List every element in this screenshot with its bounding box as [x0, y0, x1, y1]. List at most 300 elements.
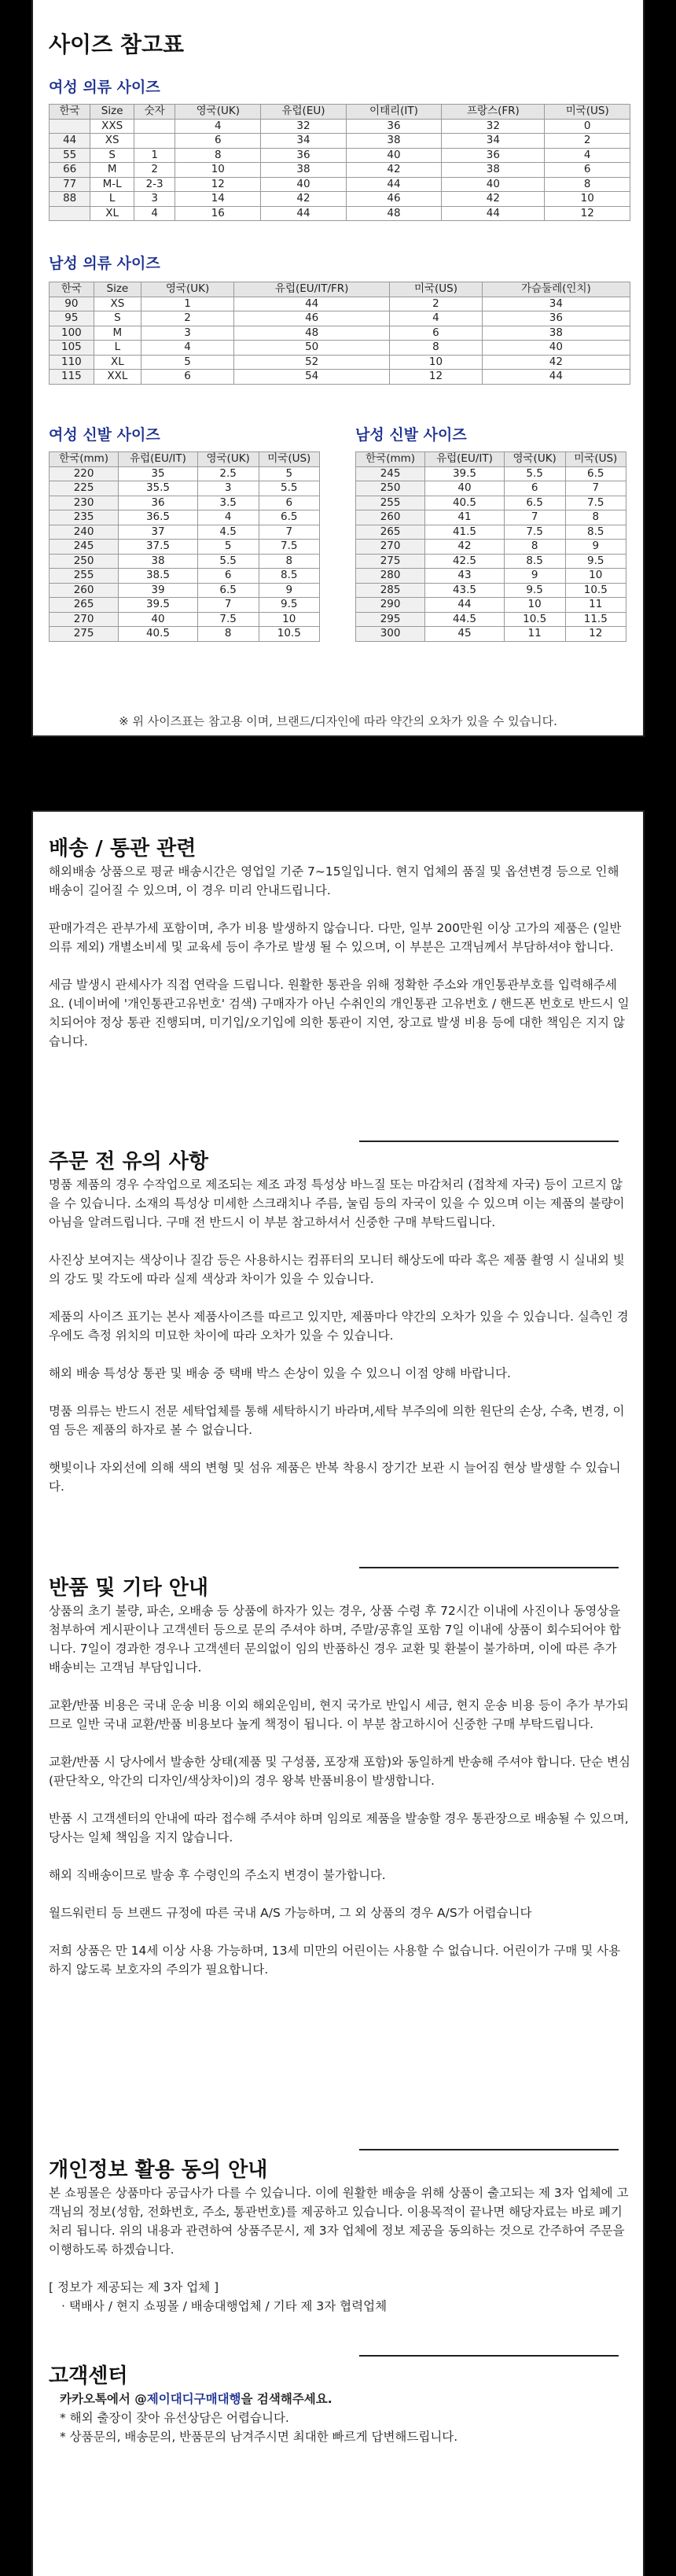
table-cell: XS [90, 134, 134, 149]
table-header-cell: 가슴둘레(인치) [482, 282, 630, 297]
table-cell: 2.5 [197, 466, 259, 481]
table-cell: 44 [425, 598, 505, 613]
table-cell: 38 [442, 163, 545, 178]
table-cell: 11 [565, 598, 626, 613]
table-cell: 8 [390, 341, 483, 356]
table-cell: 8 [565, 510, 626, 525]
table-row [356, 583, 626, 598]
table-row [50, 370, 630, 385]
size-note: ※ 위 사이즈표는 참고용 이며, 브랜드/디자인에 따라 약간의 오차가 있을 수 있습니다. [119, 714, 557, 728]
table-cell: 5 [197, 540, 259, 555]
table-cell: 52 [234, 355, 390, 370]
table-cell: 6 [141, 370, 233, 385]
table-cell: 6.5 [197, 583, 259, 598]
table-cell: 240 [50, 525, 119, 540]
women-shoes-title: 여성 신발 사이즈 [49, 426, 160, 444]
table-cell: 9 [565, 540, 626, 555]
table-row [50, 569, 320, 584]
table-cell: 44 [482, 370, 630, 385]
table-cell: 100 [50, 326, 94, 341]
shipping-title: 배송 / 통관 관련 [49, 837, 197, 861]
table-header-row [50, 105, 630, 120]
table-cell: XL [90, 206, 134, 221]
table-cell: 285 [356, 583, 425, 598]
kakao-channel-id[interactable]: 제이대디구매대행 [146, 2392, 241, 2406]
returns-section [49, 1575, 630, 1979]
table-row [50, 612, 320, 627]
table-cell: 3 [134, 192, 175, 207]
table-cell: 12 [390, 370, 483, 385]
table-cell: 10 [175, 163, 261, 178]
returns-paragraph: 상품의 초기 불량, 파손, 오배송 등 상품에 하자가 있는 경우, 상품 수령 후 72시간 이내에 사진이나 동영상을 첨부하여 게시판이나 고객센터 등으로 문의 주셔야 하며, 주말/공휴일 포함 7일 이내에 상품이 회수되어야 합니다. 7일이 경과한 경우나 고객센터 문의없이 임의 반품하신 경우 교환 및 환불이 불가하며, 이에 따른 추가 배송비는 고객님 부담입니다. [49, 1604, 621, 1675]
table-cell: 10 [390, 355, 483, 370]
table-cell: 42 [346, 163, 442, 178]
table-row [356, 540, 626, 555]
table-cell: 41 [425, 510, 505, 525]
table-cell: 6 [545, 163, 630, 178]
table-cell: 39 [119, 583, 198, 598]
table-cell: 45 [425, 627, 505, 642]
table-cell: 5 [141, 355, 233, 370]
table-header-cell: 미국(US) [390, 282, 483, 297]
table-cell: 8.5 [259, 569, 319, 584]
shipping-paragraph: 세금 발생시 관세사가 직접 연락을 드립니다. 원활한 통관을 위해 정확한 주소와 개인통관부호를 입력해주세요. (네이버에 '개인통관고유번호' 검색) 구매자가 아닌 수취인의 개인통관 고유번호 / 핸드폰 번호로 반드시 일치되어야 정상 통관 진행되며, 미기입/오기입에 의한 통관이 지연, 장고료 발생 비용 등에 대한 책임은 지지 않습니다. [49, 978, 630, 1048]
table-cell: 16 [175, 206, 261, 221]
table-header-cell: 영국(UK) [197, 452, 259, 467]
table-cell: 40 [261, 177, 346, 192]
men-shoes-title: 남성 신발 사이즈 [355, 426, 467, 444]
women-shoes-section [49, 425, 320, 642]
table-header-row [356, 452, 626, 467]
table-cell: 2 [141, 311, 233, 326]
table-cell: 6 [259, 496, 319, 510]
table-cell: 2-3 [134, 177, 175, 192]
table-cell: 245 [356, 466, 425, 481]
table-cell: 46 [346, 192, 442, 207]
size-chart-panel [31, 0, 645, 737]
section-divider [359, 2149, 619, 2150]
shipping-paragraph: 해외배송 상품으로 평균 배송시간은 영업일 기준 7~15일입니다. 현지 업체의 품질 및 옵션변경 등으로 인해 배송이 길어질 수 있으며, 이 경우 미리 안내드립니다. [49, 864, 619, 897]
table-cell: 115 [50, 370, 94, 385]
table-cell: 275 [356, 554, 425, 569]
table-cell: 12 [545, 206, 630, 221]
table-cell: 34 [442, 134, 545, 149]
privacy-title: 개인정보 활용 동의 안내 [49, 2158, 268, 2182]
table-cell: 35 [119, 466, 198, 481]
table-cell: 43.5 [425, 583, 505, 598]
table-row [356, 598, 626, 613]
table-cell: 40 [482, 341, 630, 356]
table-cell: 110 [50, 355, 94, 370]
table-cell: 50 [234, 341, 390, 356]
table-cell: 11.5 [565, 612, 626, 627]
table-cell: 4 [197, 510, 259, 525]
caution-paragraph: 햇빛이나 자외선에 의해 색의 변형 및 섬유 제품은 반복 착용시 장기간 보관 시 늘어짐 현상 발생할 수 있습니다. [49, 1461, 621, 1494]
table-header-cell: 미국(US) [565, 452, 626, 467]
men-shoes-section [355, 425, 626, 642]
table-cell: 54 [234, 370, 390, 385]
table-cell: 36 [346, 119, 442, 134]
table-cell: 2 [390, 297, 483, 311]
table-cell: 250 [50, 554, 119, 569]
section-divider [359, 2355, 619, 2357]
table-header-cell: 숫자 [134, 105, 175, 120]
support-note: * 상품문의, 배송문의, 반품문의 남겨주시면 최대한 빠르게 답변해드립니다. [60, 2430, 458, 2444]
returns-paragraph: 저희 상품은 만 14세 이상 사용 가능하며, 13세 미만의 어린이는 사용할 수 없습니다. 어린이가 구매 및 사용하지 않도록 보호자의 주의가 필요합니다. [49, 1944, 621, 1977]
table-cell: 48 [234, 326, 390, 341]
table-cell: 36 [261, 148, 346, 163]
table-cell: M-L [90, 177, 134, 192]
table-cell: 4 [175, 119, 261, 134]
table-cell: 5 [259, 466, 319, 481]
table-cell: 1 [134, 148, 175, 163]
table-cell: 7.5 [504, 525, 565, 540]
table-cell: S [94, 311, 141, 326]
table-cell: 10 [259, 612, 319, 627]
table-row [50, 627, 320, 642]
table-cell: 6 [504, 481, 565, 496]
caution-paragraph: 해외 배송 특성상 통관 및 배송 중 택배 박스 손상이 있을 수 있으니 이점 양해 바랍니다. [49, 1366, 511, 1380]
table-header-cell: 한국 [50, 282, 94, 297]
caution-section [49, 1148, 630, 1496]
table-cell: XXS [90, 119, 134, 134]
size-chart-title: 사이즈 참고표 [49, 31, 185, 57]
table-row [356, 569, 626, 584]
table-row [356, 612, 626, 627]
table-cell: 40 [442, 177, 545, 192]
table-cell: 36 [119, 496, 198, 510]
table-cell: 39.5 [425, 466, 505, 481]
table-row [356, 627, 626, 642]
table-cell: 32 [261, 119, 346, 134]
table-row [50, 206, 630, 221]
kakao-suffix: 을 검색해주세요. [241, 2392, 332, 2406]
table-header-cell: 유럽(EU) [261, 105, 346, 120]
table-cell: 290 [356, 598, 425, 613]
table-cell: 42 [261, 192, 346, 207]
table-cell: 42 [442, 192, 545, 207]
table-cell: 6.5 [565, 466, 626, 481]
table-header-cell: 미국(US) [259, 452, 319, 467]
table-cell: 0 [545, 119, 630, 134]
table-row [50, 496, 320, 510]
table-cell: 42.5 [425, 554, 505, 569]
women-clothing-title: 여성 의류 사이즈 [49, 79, 160, 96]
table-cell: 235 [50, 510, 119, 525]
table-cell: 8 [175, 148, 261, 163]
table-cell: 44 [442, 206, 545, 221]
table-cell: L [90, 192, 134, 207]
table-row [50, 134, 630, 149]
support-title: 고객센터 [49, 2364, 128, 2388]
men-clothing-table [49, 282, 630, 385]
table-cell: 37 [119, 525, 198, 540]
table-header-cell: 한국(mm) [50, 452, 119, 467]
table-cell: 36 [482, 311, 630, 326]
table-cell: 6.5 [259, 510, 319, 525]
table-cell: 4 [141, 341, 233, 356]
table-cell: 42 [425, 540, 505, 555]
men-clothing-title: 남성 의류 사이즈 [49, 255, 160, 272]
table-header-cell: 미국(US) [545, 105, 630, 120]
table-cell: 7.5 [259, 540, 319, 555]
table-row [356, 510, 626, 525]
returns-paragraph: 월드워런티 등 브랜드 규정에 따른 국내 A/S 가능하며, 그 외 상품의 경우 A/S가 어렵습니다 [49, 1906, 532, 1920]
table-row [356, 554, 626, 569]
table-cell: 260 [356, 510, 425, 525]
table-cell: 5.5 [504, 466, 565, 481]
table-cell: 7.5 [565, 496, 626, 510]
table-cell: 255 [356, 496, 425, 510]
caution-paragraph: 명품 제품의 경우 수작업으로 제조되는 제조 과정 특성상 바느질 또는 마감처리 (접착제 자국) 등이 고르지 않을 수 있습니다. 소재의 특성상 미세한 스크래치나 주름, 눌림 등의 자국이 있을 수 있으며 이는 제품의 불량이 아님을 알려드립니다. 구매 전 반드시 이 부분 참고하셔서 신중한 구매 부탁드립니다. [49, 1177, 625, 1229]
table-cell: 8 [197, 627, 259, 642]
table-cell: 37.5 [119, 540, 198, 555]
table-cell: 250 [356, 481, 425, 496]
table-header-cell: 한국(mm) [356, 452, 425, 467]
table-header-cell: 영국(UK) [141, 282, 233, 297]
table-cell: 265 [50, 598, 119, 613]
table-cell: 66 [50, 163, 90, 178]
table-cell: 44.5 [425, 612, 505, 627]
table-row [356, 496, 626, 510]
table-cell: 225 [50, 481, 119, 496]
table-header-cell: Size [94, 282, 141, 297]
support-note: * 해외 출장이 잦아 유선상담은 어렵습니다. [60, 2411, 289, 2425]
table-cell: 2 [545, 134, 630, 149]
table-cell [134, 119, 175, 134]
table-cell: 265 [356, 525, 425, 540]
caution-paragraph: 사진상 보여지는 색상이나 질감 등은 사용하시는 컴퓨터의 모니터 해상도에 따라 혹은 제품 촬영 시 실내외 빛의 강도 및 각도에 따라 실제 색상과 차이가 있을 수 있습니다. [49, 1253, 625, 1286]
table-row [50, 163, 630, 178]
table-cell: 280 [356, 569, 425, 584]
caution-paragraph: 제품의 사이즈 표기는 본사 제품사이즈를 따르고 있지만, 제품마다 약간의 오차가 있을 수 있습니다. 실측인 경우에도 측정 위치의 미묘한 차이에 따라 오차가 있을 수 있습니다. [49, 1310, 629, 1343]
table-cell: 6.5 [504, 496, 565, 510]
men-shoes-table [355, 451, 626, 642]
table-row [50, 510, 320, 525]
info-panel [31, 810, 645, 2576]
men-clothing-section [49, 253, 630, 385]
table-cell [50, 206, 90, 221]
table-row [356, 481, 626, 496]
table-cell: 10.5 [504, 612, 565, 627]
table-cell: 7 [565, 481, 626, 496]
table-row [50, 192, 630, 207]
table-cell: 36.5 [119, 510, 198, 525]
privacy-provided-list: · 택배사 / 현지 쇼핑몰 / 배송대행업체 / 기타 제 3자 협력업체 [61, 2299, 388, 2313]
table-row [50, 540, 320, 555]
table-row [50, 311, 630, 326]
table-cell: 38 [482, 326, 630, 341]
table-cell: 4 [545, 148, 630, 163]
caution-title: 주문 전 유의 사항 [49, 1150, 208, 1174]
table-cell: 230 [50, 496, 119, 510]
support-section [49, 2363, 630, 2446]
table-cell: 255 [50, 569, 119, 584]
table-cell: 4.5 [197, 525, 259, 540]
table-cell: 8.5 [504, 554, 565, 569]
women-clothing-table [49, 104, 630, 221]
women-clothing-section [49, 77, 630, 221]
returns-paragraph: 교환/반품 시 당사에서 발송한 상태(제품 및 구성품, 포장재 포함)와 동일하게 반송해 주셔야 합니다. 단순 변심(판단착오, 악간의 디자인/색상차이)의 경우 왕복 반품비용이 발생합니다. [49, 1755, 630, 1788]
table-cell: 95 [50, 311, 94, 326]
returns-paragraph: 해외 직배송이므로 발송 후 수령인의 주소지 변경이 불가합니다. [49, 1868, 386, 1882]
kakao-prefix: 카카오톡에서 @ [60, 2392, 147, 2406]
table-header-row [50, 452, 320, 467]
table-cell: 8 [504, 540, 565, 555]
table-cell: M [90, 163, 134, 178]
caution-paragraph: 명품 의류는 반드시 전문 세탁업체를 통해 세탁하시기 바라며,세탁 부주의에 의한 원단의 손상, 수축, 변경, 이염 등은 제품의 하자로 볼 수 없습니다. [49, 1404, 625, 1437]
table-cell: 40 [346, 148, 442, 163]
table-cell: 6 [197, 569, 259, 584]
shipping-paragraph: 판매가격은 관부가세 포함이며, 추가 비용 발생하지 않습니다. 다만, 일부 200만원 이상 고가의 제품은 (일반의류 제외) 개별소비세 및 교육세 등이 추가로 발생 될 수 있으며, 이 부분은 고객님께서 부담하셔야 합니다. [49, 921, 622, 954]
table-cell: 38.5 [119, 569, 198, 584]
table-cell: 38 [261, 163, 346, 178]
table-row [50, 297, 630, 311]
kakao-search-line [49, 2390, 630, 2408]
table-row [50, 119, 630, 134]
table-cell: 39.5 [119, 598, 198, 613]
section-divider [359, 1141, 619, 1142]
table-cell [50, 119, 90, 134]
table-cell: M [94, 326, 141, 341]
table-cell: 10 [565, 569, 626, 584]
table-cell: 34 [261, 134, 346, 149]
table-cell: 42 [482, 355, 630, 370]
table-header-cell: 유럽(EU/IT) [119, 452, 198, 467]
table-cell: 12 [175, 177, 261, 192]
table-cell: 7 [259, 525, 319, 540]
table-row [50, 598, 320, 613]
table-cell: 3.5 [197, 496, 259, 510]
table-cell: S [90, 148, 134, 163]
table-cell: 10.5 [565, 583, 626, 598]
table-cell: 270 [50, 612, 119, 627]
returns-paragraph: 교환/반품 비용은 국내 운송 비용 이외 해외운임비, 현지 국가로 반입시 세금, 현지 운송 비용 등이 추가 부가되므로 일반 국내 교환/반품 비용보다 높게 책정이 됩니다. 이 부분 참고하시어 신중한 구매 부탁드립니다. [49, 1698, 629, 1731]
table-cell: 9 [259, 583, 319, 598]
table-cell: 3 [141, 326, 233, 341]
table-header-cell: 한국 [50, 105, 90, 120]
table-row [356, 466, 626, 481]
privacy-paragraph: 본 쇼핑몰은 상품마다 공급사가 다를 수 있습니다. 이에 원활한 배송을 위해 상품이 출고되는 제 3자 업체에 고객님의 정보(성함, 전화번호, 주소, 통관번호)를 제공하고 있습니다. 이용목적이 끝나면 해당자료는 바로 폐기처리 됩니다. 위의 내용과 관련하여 상품주문시, 제 3자 업체에 정보 제공을 동의하는 것으로 간주하여 주문을 이행하도록 하겠습니다. [49, 2186, 629, 2257]
table-row [356, 525, 626, 540]
table-header-cell: 영국(UK) [175, 105, 261, 120]
table-row [50, 554, 320, 569]
table-cell: 4 [390, 311, 483, 326]
table-row [50, 148, 630, 163]
table-cell: 44 [234, 297, 390, 311]
table-cell: 10 [504, 598, 565, 613]
table-cell: 44 [50, 134, 90, 149]
table-cell: 12 [565, 627, 626, 642]
table-cell: 260 [50, 583, 119, 598]
table-header-row [50, 282, 630, 297]
table-cell: L [94, 341, 141, 356]
privacy-provided-label: [ 정보가 제공되는 제 3자 업체 ] [49, 2280, 219, 2294]
table-cell: 275 [50, 627, 119, 642]
table-cell: 40.5 [425, 496, 505, 510]
table-cell: 5.5 [197, 554, 259, 569]
table-cell: 14 [175, 192, 261, 207]
table-cell: 2 [134, 163, 175, 178]
table-cell: 10.5 [259, 627, 319, 642]
table-cell: 36 [442, 148, 545, 163]
table-cell: 1 [141, 297, 233, 311]
table-cell: 38 [119, 554, 198, 569]
table-cell: 46 [234, 311, 390, 326]
table-header-cell: 유럽(EU/IT/FR) [234, 282, 390, 297]
table-cell: 43 [425, 569, 505, 584]
table-cell: 44 [261, 206, 346, 221]
table-cell: 300 [356, 627, 425, 642]
table-cell: 40 [119, 612, 198, 627]
table-cell: 6 [390, 326, 483, 341]
table-row [50, 341, 630, 356]
table-row [50, 525, 320, 540]
table-row [50, 326, 630, 341]
table-cell: 35.5 [119, 481, 198, 496]
table-cell: 40.5 [119, 627, 198, 642]
table-cell: 10 [545, 192, 630, 207]
table-cell: 6 [175, 134, 261, 149]
shipping-section [49, 835, 630, 1051]
table-cell: 5.5 [259, 481, 319, 496]
table-cell: 245 [50, 540, 119, 555]
table-cell: 55 [50, 148, 90, 163]
table-cell: 34 [482, 297, 630, 311]
table-header-cell: Size [90, 105, 134, 120]
returns-paragraph: 반품 시 고객센터의 안내에 따라 접수해 주셔야 하며 임의로 제품을 발송할 경우 통관장으로 배송될 수 있으며, 당사는 일체 책임을 지지 않습니다. [49, 1811, 629, 1844]
table-cell: 9.5 [259, 598, 319, 613]
privacy-section [49, 2157, 630, 2316]
table-cell: 105 [50, 341, 94, 356]
table-cell: 9.5 [565, 554, 626, 569]
table-cell: 32 [442, 119, 545, 134]
table-cell: 8 [259, 554, 319, 569]
table-cell: 90 [50, 297, 94, 311]
table-cell: 4 [134, 206, 175, 221]
table-header-cell: 영국(UK) [504, 452, 565, 467]
table-cell: 40 [425, 481, 505, 496]
table-cell: 44 [346, 177, 442, 192]
table-cell: 7 [504, 510, 565, 525]
table-cell: 9 [504, 569, 565, 584]
table-row [50, 466, 320, 481]
table-row [50, 481, 320, 496]
table-cell: 88 [50, 192, 90, 207]
table-cell: 295 [356, 612, 425, 627]
table-header-cell: 이태리(IT) [346, 105, 442, 120]
table-cell: XXL [94, 370, 141, 385]
table-cell: XS [94, 297, 141, 311]
returns-title: 반품 및 기타 안내 [49, 1576, 208, 1600]
table-cell: 7.5 [197, 612, 259, 627]
table-header-cell: 유럽(EU/IT) [425, 452, 505, 467]
table-cell: 41.5 [425, 525, 505, 540]
women-shoes-table [49, 451, 320, 642]
table-cell: 8.5 [565, 525, 626, 540]
table-cell: 38 [346, 134, 442, 149]
table-row [50, 355, 630, 370]
table-cell: 8 [545, 177, 630, 192]
table-header-cell: 프랑스(FR) [442, 105, 545, 120]
table-cell: 3 [197, 481, 259, 496]
table-cell: 7 [197, 598, 259, 613]
table-cell: 9.5 [504, 583, 565, 598]
table-row [50, 177, 630, 192]
table-cell: 270 [356, 540, 425, 555]
section-divider [359, 1567, 619, 1568]
table-cell: 48 [346, 206, 442, 221]
